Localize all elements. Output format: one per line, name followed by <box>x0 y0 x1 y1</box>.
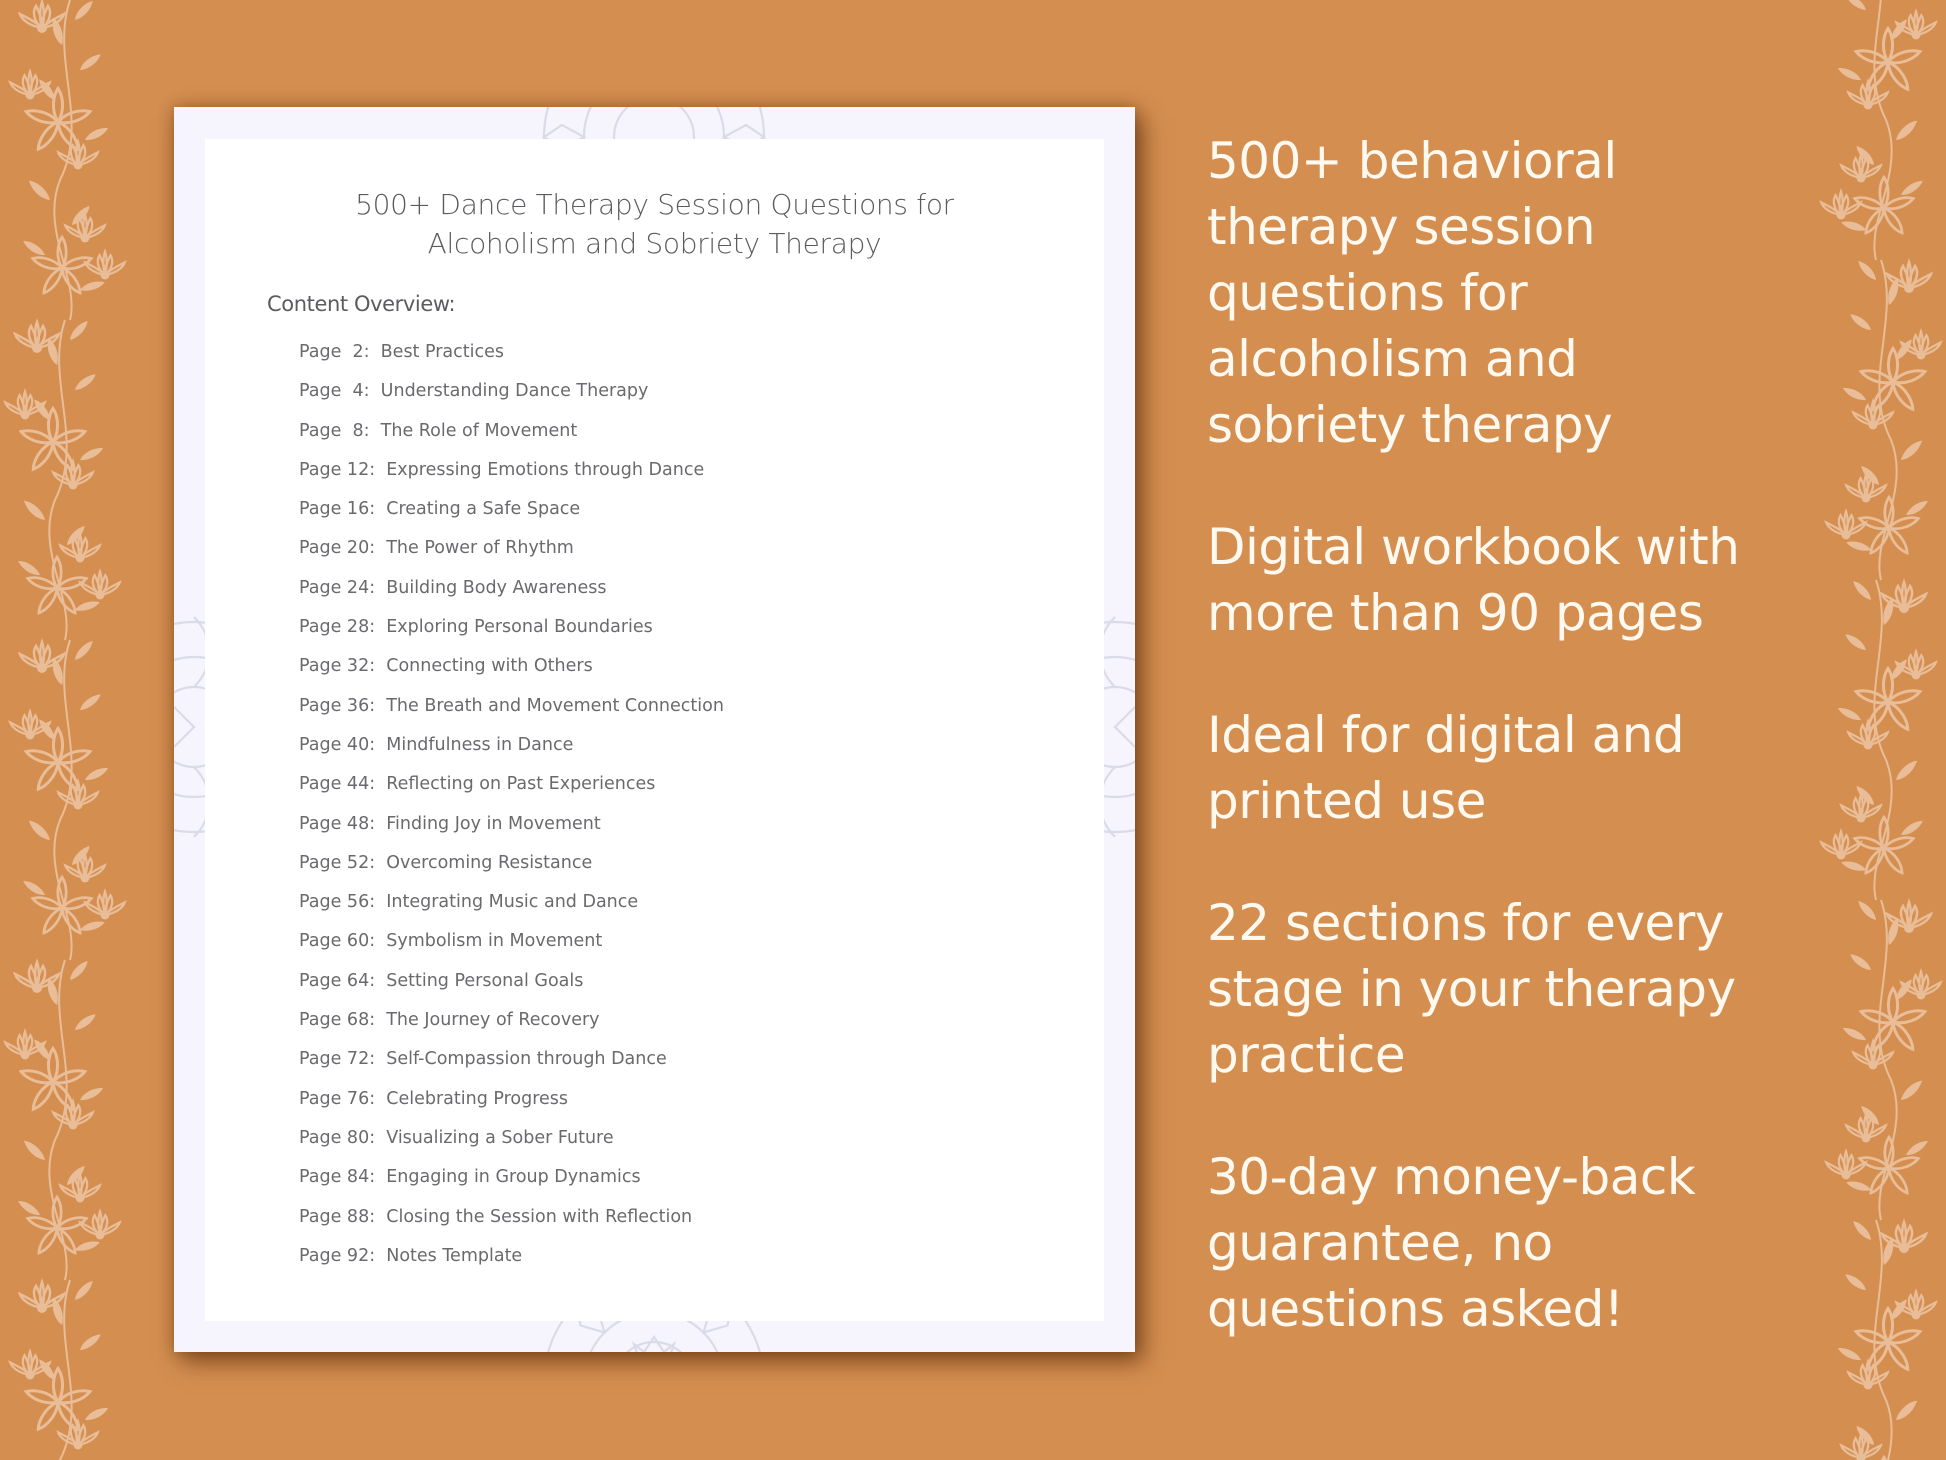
toc-page-number: Page 48: <box>299 813 376 834</box>
toc-page-number: Page 52: <box>299 852 376 873</box>
toc-section-title: Finding Joy in Movement <box>386 813 601 834</box>
toc-item <box>299 1246 724 1285</box>
feature-question-count <box>1207 128 1907 458</box>
floral-vine-icon <box>0 0 135 1460</box>
feature-line: guarantee, no <box>1207 1214 1553 1272</box>
toc-page-number: Page 4: <box>299 381 370 402</box>
toc-page-number: Page 36: <box>299 695 376 716</box>
toc-item <box>299 931 724 970</box>
toc-section-title: Celebrating Progress <box>386 1088 569 1109</box>
toc-page-number: Page 8: <box>299 420 370 441</box>
toc-item <box>299 1089 724 1128</box>
toc-item <box>299 578 724 617</box>
toc-page-number: Page 2: <box>299 342 370 362</box>
feature-line: alcoholism and <box>1207 330 1578 388</box>
toc-section-title: The Role of Movement <box>380 420 578 441</box>
toc-item <box>299 342 724 381</box>
toc-section-title: Best Practices <box>380 342 505 362</box>
toc-page-number: Page 56: <box>299 892 376 913</box>
toc-section-title: Creating a Safe Space <box>386 499 581 520</box>
toc-section-title: Exploring Personal Boundaries <box>386 617 653 638</box>
feature-line: sobriety therapy <box>1207 396 1613 454</box>
feature-line: practice <box>1207 1026 1406 1084</box>
toc-section-title: The Journey of Recovery <box>386 1010 600 1031</box>
content-overview-heading: Content Overview: <box>267 292 456 316</box>
toc-section-title: The Breath and Movement Connection <box>386 695 724 716</box>
floral-border-left <box>0 0 135 1460</box>
toc-page-number: Page 80: <box>299 1127 376 1148</box>
feature-line: more than 90 pages <box>1207 584 1704 642</box>
toc-section-title: Integrating Music and Dance <box>386 892 639 913</box>
toc-page-number: Page 72: <box>299 1049 376 1070</box>
feature-line: 500+ behavioral <box>1207 132 1617 190</box>
feature-line: questions for <box>1207 264 1528 322</box>
toc-section-title: Overcoming Resistance <box>386 852 593 873</box>
toc-page-number: Page 64: <box>299 970 376 991</box>
toc-item <box>299 499 724 538</box>
document-preview <box>174 107 1135 1352</box>
feature-sections <box>1207 890 1907 1088</box>
toc-section-title: Closing the Session with Reflection <box>386 1206 693 1227</box>
feature-line: 30-day money-back <box>1207 1148 1696 1206</box>
toc-page-number: Page 92: <box>299 1245 376 1266</box>
toc-section-title: Symbolism in Movement <box>386 931 603 952</box>
toc-item <box>299 735 724 774</box>
toc-section-title: Mindfulness in Dance <box>386 734 574 755</box>
toc-page-number: Page 32: <box>299 656 376 677</box>
toc-item <box>299 1049 724 1088</box>
document-title-line-1: 500+ Dance Therapy Session Questions for <box>355 188 954 221</box>
toc-item <box>299 538 724 577</box>
toc-section-title: Building Body Awareness <box>386 577 607 598</box>
toc-item <box>299 774 724 813</box>
feature-line: Digital workbook with <box>1207 518 1740 576</box>
toc-item <box>299 381 724 420</box>
toc-item <box>299 421 724 460</box>
toc-section-title: Understanding Dance Therapy <box>380 381 649 402</box>
feature-line: 22 sections for every <box>1207 894 1724 952</box>
document-title-line-2: Alcoholism and Sobriety Therapy <box>427 227 882 260</box>
toc-item <box>299 460 724 499</box>
toc-section-title: Visualizing a Sober Future <box>386 1127 614 1148</box>
toc-page-number: Page 40: <box>299 734 376 755</box>
toc-section-title: Reflecting on Past Experiences <box>386 774 656 795</box>
feature-line: therapy session <box>1207 198 1596 256</box>
toc-page-number: Page 16: <box>299 499 376 520</box>
toc-item <box>299 696 724 735</box>
toc-section-title: The Power of Rhythm <box>386 538 574 559</box>
toc-item <box>299 1207 724 1246</box>
feature-guarantee <box>1207 1144 1907 1342</box>
toc-page-number: Page 88: <box>299 1206 376 1227</box>
toc-item <box>299 617 724 656</box>
toc-item <box>299 656 724 695</box>
feature-line: stage in your therapy <box>1207 960 1736 1018</box>
toc-item <box>299 814 724 853</box>
feature-line: questions asked! <box>1207 1280 1624 1338</box>
toc-item <box>299 1010 724 1049</box>
toc-page-number: Page 44: <box>299 774 376 795</box>
toc-page-number: Page 60: <box>299 931 376 952</box>
toc-page-number: Page 20: <box>299 538 376 559</box>
toc-page-number: Page 76: <box>299 1088 376 1109</box>
toc-page-number: Page 84: <box>299 1167 376 1188</box>
toc-page-number: Page 68: <box>299 1010 376 1031</box>
toc-section-title: Connecting with Others <box>386 656 593 677</box>
toc-section-title: Setting Personal Goals <box>386 970 584 991</box>
feature-page-count <box>1207 514 1907 646</box>
table-of-contents <box>299 342 724 1285</box>
toc-item <box>299 1167 724 1206</box>
toc-item <box>299 971 724 1010</box>
feature-line: Ideal for digital and <box>1207 706 1685 764</box>
toc-item <box>299 853 724 892</box>
document-page <box>205 139 1104 1321</box>
toc-item <box>299 892 724 931</box>
toc-page-number: Page 24: <box>299 577 376 598</box>
toc-page-number: Page 12: <box>299 459 376 480</box>
document-title <box>205 185 1104 263</box>
toc-section-title: Self-Compassion through Dance <box>386 1049 667 1070</box>
toc-section-title: Engaging in Group Dynamics <box>386 1167 641 1188</box>
toc-page-number: Page 28: <box>299 617 376 638</box>
toc-section-title: Expressing Emotions through Dance <box>386 459 705 480</box>
toc-section-title: Notes Template <box>386 1245 523 1266</box>
toc-item <box>299 1128 724 1167</box>
feature-line: printed use <box>1207 772 1486 830</box>
feature-usage <box>1207 702 1907 834</box>
feature-list <box>1207 128 1907 1398</box>
